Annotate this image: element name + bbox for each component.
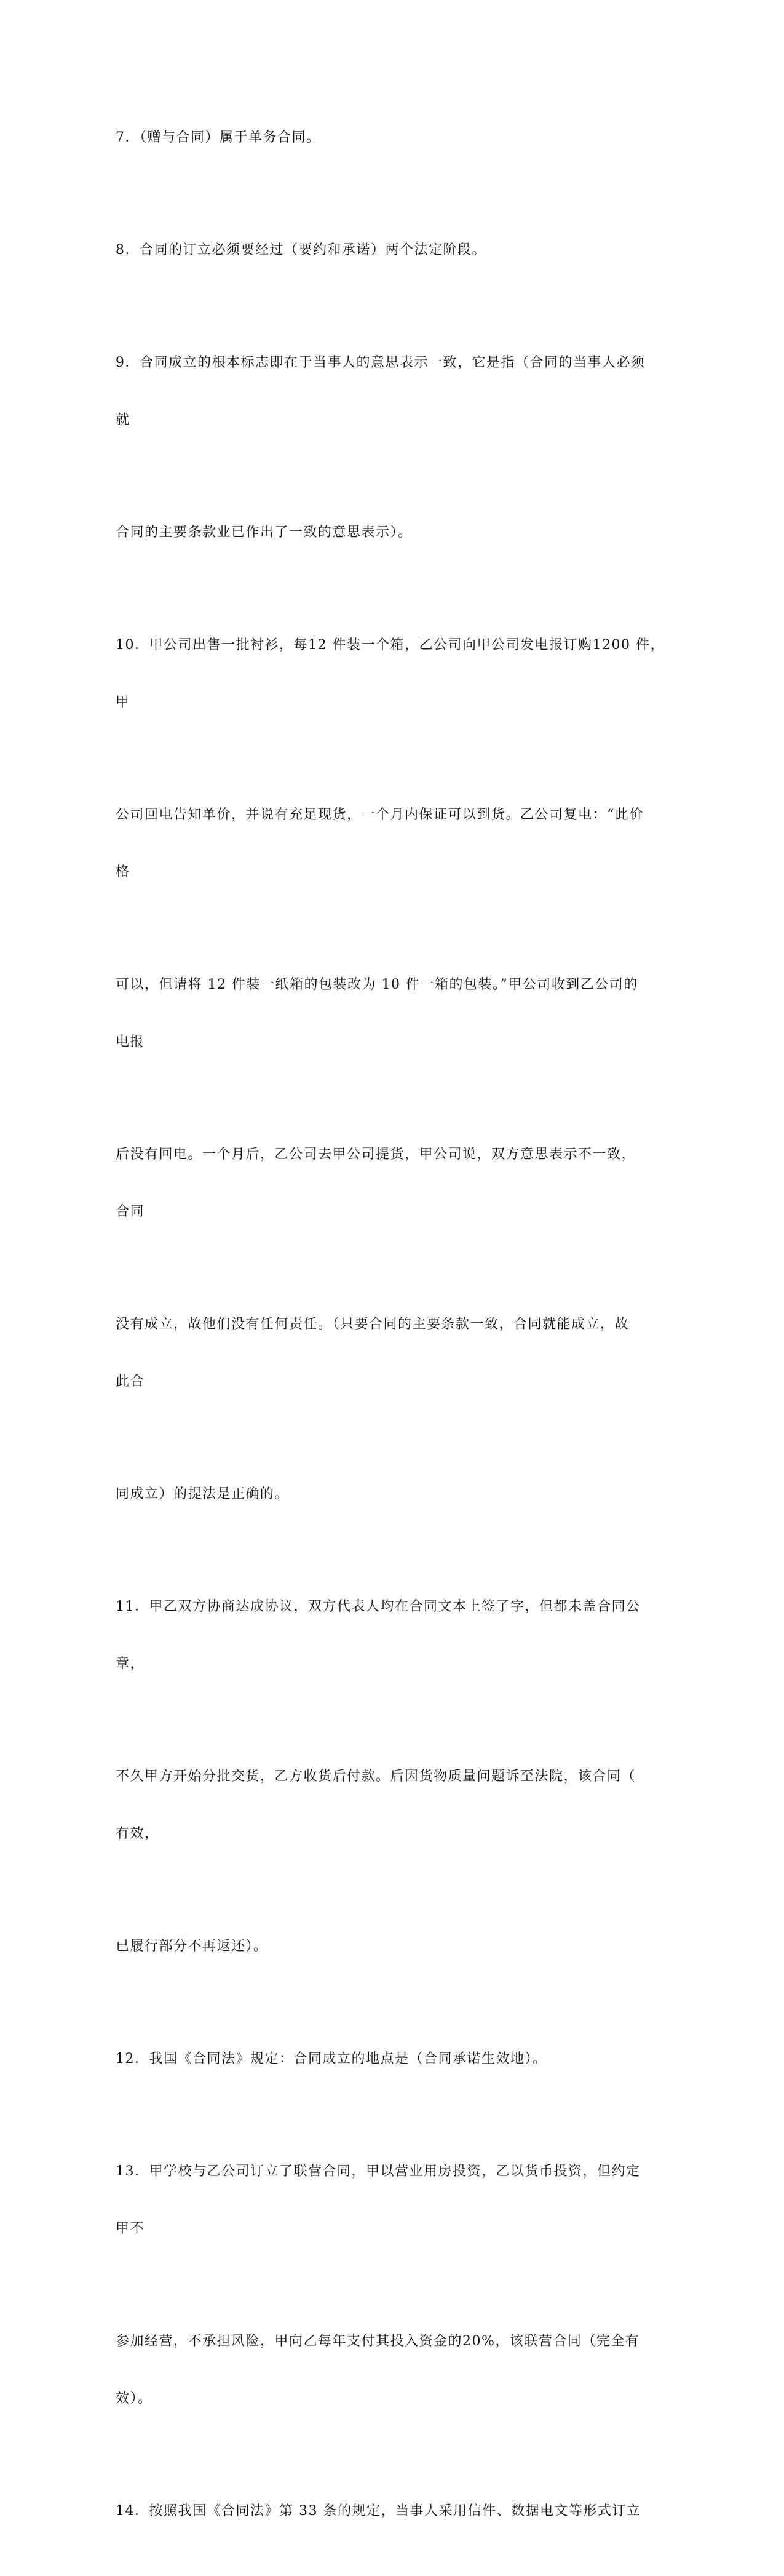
text-line: 已履行部分不再返还）。 (116, 1939, 268, 1954)
text-line: 就 (116, 412, 130, 428)
paragraph-9 (116, 315, 675, 468)
paragraph-8 (116, 202, 675, 298)
paragraph-10-cont-1 (116, 767, 675, 920)
text-line: 格 (116, 864, 130, 880)
paragraph-13 (116, 2124, 675, 2276)
text-line: 不久甲方开始分批交货，乙方收货后付款。后因货物质量问题诉至法院，该合同（ (116, 1769, 636, 1784)
document-body (116, 90, 675, 2576)
text-line: 11．甲乙双方协商达成协议，双方代表人均在合同文本上签了字，但都未盖合同公 (116, 1599, 641, 1614)
text-line: 参加经营，不承担风险，甲向乙每年支付其投入资金的20%，该联营合同（完全有 (116, 2334, 640, 2349)
paragraph-10 (116, 597, 675, 750)
text-line: 合同的主要条款业已作出了一致的意思表示）。 (116, 525, 413, 540)
paragraph-11-cont-1 (116, 1729, 675, 1881)
text-line: 7．（赠与合同）属于单务合同。 (116, 130, 321, 145)
paragraph-14 (116, 2463, 675, 2559)
text-line: 合同 (116, 1204, 145, 1219)
text-line: 电报 (116, 1034, 145, 1050)
text-line: 可以，但请将 12 件装一纸箱的包装改为 10 件一箱的包装。”甲公司收到乙公司的 (116, 977, 638, 992)
text-line: 没有成立，故他们没有任何责任。（只要合同的主要条款一致，合同就能成立，故 (116, 1317, 630, 1332)
paragraph-11 (116, 1559, 675, 1712)
text-line: 公司回电告知单价，并说有充足现货，一个月内保证可以到货。乙公司复电：“此价 (116, 807, 644, 823)
paragraph-10-cont-2 (116, 937, 675, 1090)
text-line: 12．我国《合同法》规定：合同成立的地点是（合同承诺生效地）。 (116, 2051, 547, 2067)
text-line: 甲 (116, 695, 130, 710)
paragraph-10-cont-4 (116, 1277, 675, 1429)
text-line: 效）。 (116, 2391, 152, 2406)
text-line: 14．按照我国《合同法》第 33 条的规定，当事人采用信件、数据电文等形式订立 (116, 2503, 641, 2519)
text-line: 此合 (116, 1374, 145, 1389)
paragraph-9-cont (116, 485, 675, 580)
paragraph-13-cont (116, 2294, 675, 2446)
text-line: 9．合同成立的根本标志即在于当事人的意思表示一致，它是指（合同的当事人必须 (116, 355, 646, 370)
text-line: 13．甲学校与乙公司订立了联营合同，甲以营业用房投资，乙以货币投资，但约定 (116, 2164, 641, 2179)
paragraph-12 (116, 2011, 675, 2107)
text-line: 同成立）的提法是正确的。 (116, 1486, 290, 1502)
paragraph-10-cont-5 (116, 1446, 675, 1542)
text-line: 章， (116, 1656, 145, 1672)
paragraph-11-cont-2 (116, 1899, 675, 1994)
paragraph-7 (116, 90, 675, 185)
text-line: 10．甲公司出售一批衬衫，每12 件装一个箱，乙公司向甲公司发电报订购1200 件， (116, 637, 665, 653)
text-line: 甲不 (116, 2221, 145, 2236)
text-line: 8．合同的订立必须要经过（要约和承诺）两个法定阶段。 (116, 242, 486, 258)
paragraph-10-cont-3 (116, 1107, 675, 1259)
text-line: 后没有回电。一个月后，乙公司去甲公司提货，甲公司说，双方意思表示不一致， (116, 1147, 636, 1162)
text-line: 有效， (116, 1826, 159, 1841)
